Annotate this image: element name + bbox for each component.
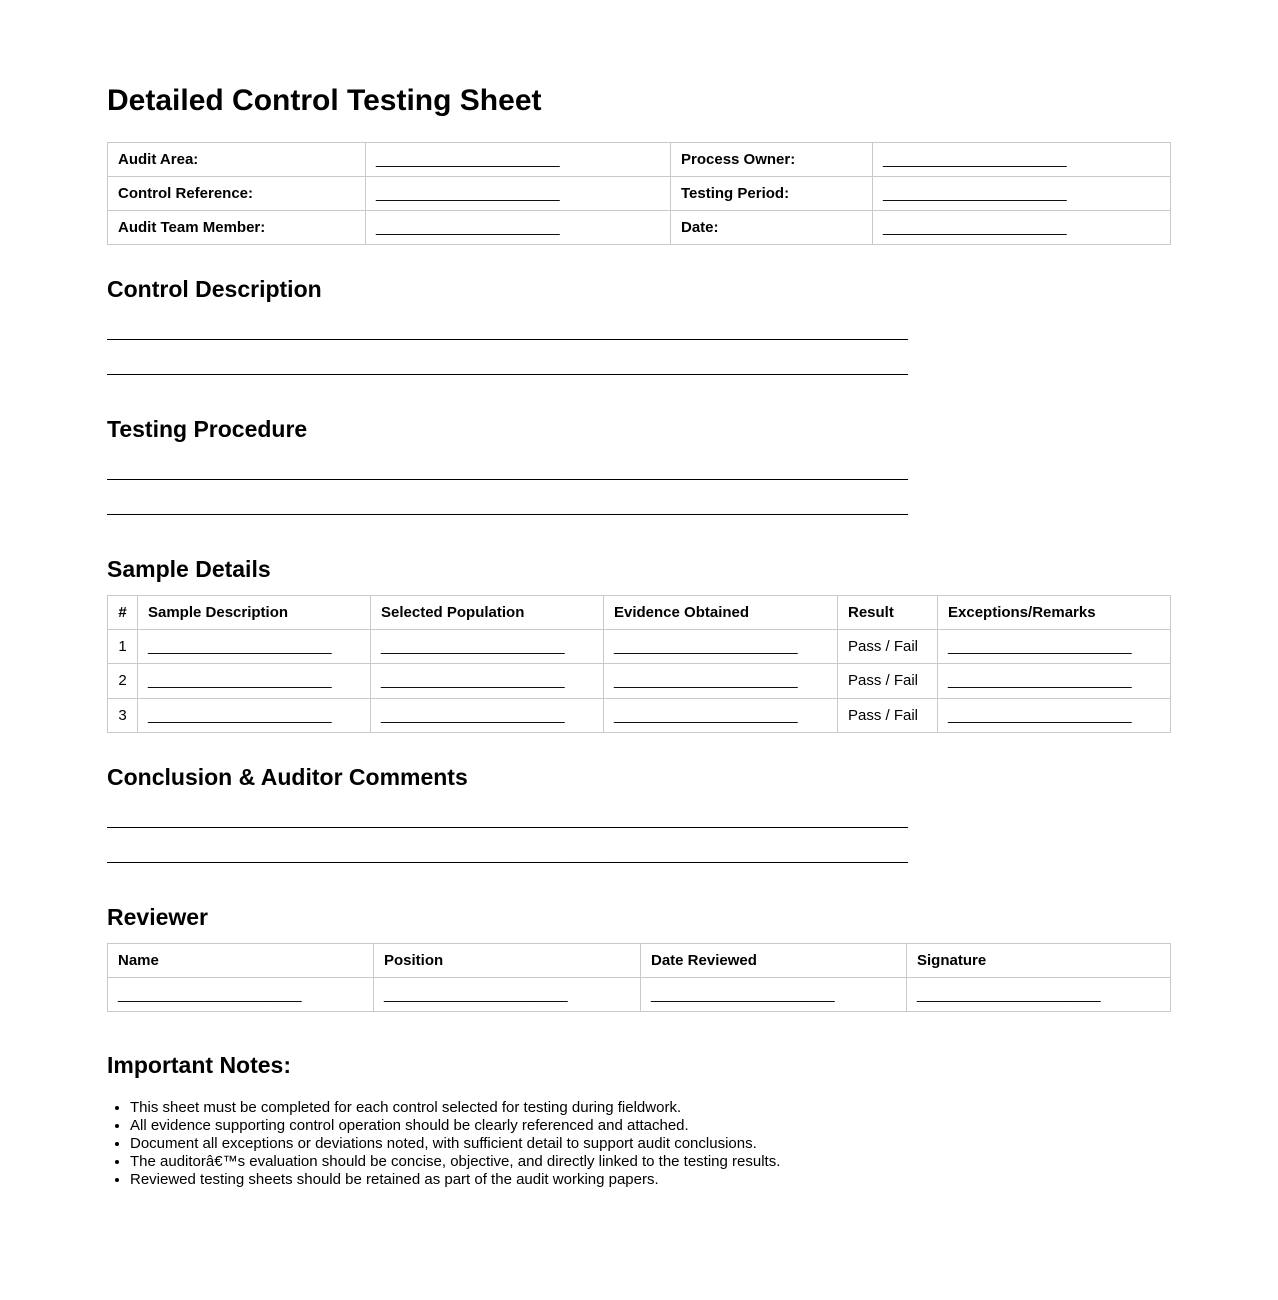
audit-info-table: [107, 142, 1171, 246]
selected-population-blank: ______________________: [371, 664, 604, 698]
date-label: Date:: [671, 211, 873, 245]
control-reference-label: Control Reference:: [108, 176, 366, 210]
selected-population-blank: ______________________: [371, 698, 604, 732]
date-blank: ______________________: [873, 211, 1171, 245]
table-row: [108, 698, 1171, 732]
page-title: Detailed Control Testing Sheet: [107, 84, 542, 117]
write-in-line: __________________________________________________________________________________________: [107, 846, 908, 864]
control-description-heading: Control Description: [107, 276, 322, 303]
row-number: 2: [108, 664, 138, 698]
audit-team-member-blank: ______________________: [366, 211, 671, 245]
note-item: • This sheet must be completed for each control selected for testing during fieldwork.: [130, 1099, 1170, 1117]
table-row: [108, 142, 1171, 176]
position-column-header: Position: [374, 943, 641, 977]
sample-details-table: [107, 595, 1171, 733]
evidence-obtained-blank: ______________________: [604, 698, 838, 732]
exceptions-blank: ______________________: [938, 630, 1171, 664]
audit-area-label: Audit Area:: [108, 142, 366, 176]
table-header-row: [108, 595, 1171, 629]
notes-list: [107, 1099, 1170, 1189]
signature-column-header: Signature: [907, 943, 1171, 977]
important-notes-heading: Important Notes:: [107, 1052, 291, 1079]
reviewer-signature-blank: ______________________: [907, 978, 1171, 1012]
note-item: • Reviewed testing sheets should be retained as part of the audit working papers.: [130, 1171, 1170, 1189]
sample-description-blank: ______________________: [138, 664, 371, 698]
sample-description-blank: ______________________: [138, 698, 371, 732]
testing-procedure-heading: Testing Procedure: [107, 416, 308, 443]
conclusion-lines: [107, 803, 1170, 873]
exceptions-blank: ______________________: [938, 698, 1171, 732]
selected-population-column-header: Selected Population: [371, 595, 604, 629]
table-header-row: [108, 943, 1171, 977]
evidence-obtained-blank: ______________________: [604, 630, 838, 664]
audit-team-member-label: Audit Team Member:: [108, 211, 366, 245]
evidence-obtained-blank: ______________________: [604, 664, 838, 698]
row-number: 1: [108, 630, 138, 664]
sample-details-heading: Sample Details: [107, 556, 271, 583]
note-item: • Document all exceptions or deviations noted, with sufficient detail to support audit conclusions.: [130, 1135, 1170, 1153]
audit-area-blank: ______________________: [366, 142, 671, 176]
sample-description-column-header: Sample Description: [138, 595, 371, 629]
conclusion-heading: Conclusion & Auditor Comments: [107, 763, 468, 790]
reviewer-table: [107, 943, 1171, 1013]
result-value: Pass / Fail: [838, 630, 938, 664]
control-description-lines: [107, 315, 1170, 385]
sample-description-blank: ______________________: [138, 630, 371, 664]
process-owner-label: Process Owner:: [671, 142, 873, 176]
reviewer-heading: Reviewer: [107, 903, 209, 930]
control-reference-blank: ______________________: [366, 176, 671, 210]
result-value: Pass / Fail: [838, 698, 938, 732]
table-row: [108, 630, 1171, 664]
name-column-header: Name: [108, 943, 374, 977]
result-column-header: Result: [838, 595, 938, 629]
evidence-obtained-column-header: Evidence Obtained: [604, 595, 838, 629]
num-column-header: #: [108, 595, 138, 629]
table-row: [108, 211, 1171, 245]
note-item: • The auditorâ€™s evaluation should be concise, objective, and directly linked to the testing results.: [130, 1153, 1170, 1171]
process-owner-blank: ______________________: [873, 142, 1171, 176]
reviewer-name-blank: ______________________: [108, 978, 374, 1012]
write-in-line: __________________________________________________________________________________________: [107, 464, 908, 482]
testing-period-blank: ______________________: [873, 176, 1171, 210]
table-row: [108, 176, 1171, 210]
row-number: 3: [108, 698, 138, 732]
result-value: Pass / Fail: [838, 664, 938, 698]
testing-procedure-lines: [107, 455, 1170, 525]
write-in-line: __________________________________________________________________________________________: [107, 359, 908, 377]
table-row: [108, 978, 1171, 1012]
testing-period-label: Testing Period:: [671, 176, 873, 210]
selected-population-blank: ______________________: [371, 630, 604, 664]
note-item: • All evidence supporting control operation should be clearly referenced and attached.: [130, 1117, 1170, 1135]
date-reviewed-column-header: Date Reviewed: [641, 943, 907, 977]
write-in-line: __________________________________________________________________________________________: [107, 499, 908, 517]
document-content: [107, 0, 1170, 1189]
table-row: [108, 664, 1171, 698]
reviewer-position-blank: ______________________: [374, 978, 641, 1012]
exceptions-blank: ______________________: [938, 664, 1171, 698]
write-in-line: __________________________________________________________________________________________: [107, 811, 908, 829]
reviewer-date-blank: ______________________: [641, 978, 907, 1012]
exceptions-column-header: Exceptions/Remarks: [938, 595, 1171, 629]
write-in-line: __________________________________________________________________________________________: [107, 324, 908, 342]
